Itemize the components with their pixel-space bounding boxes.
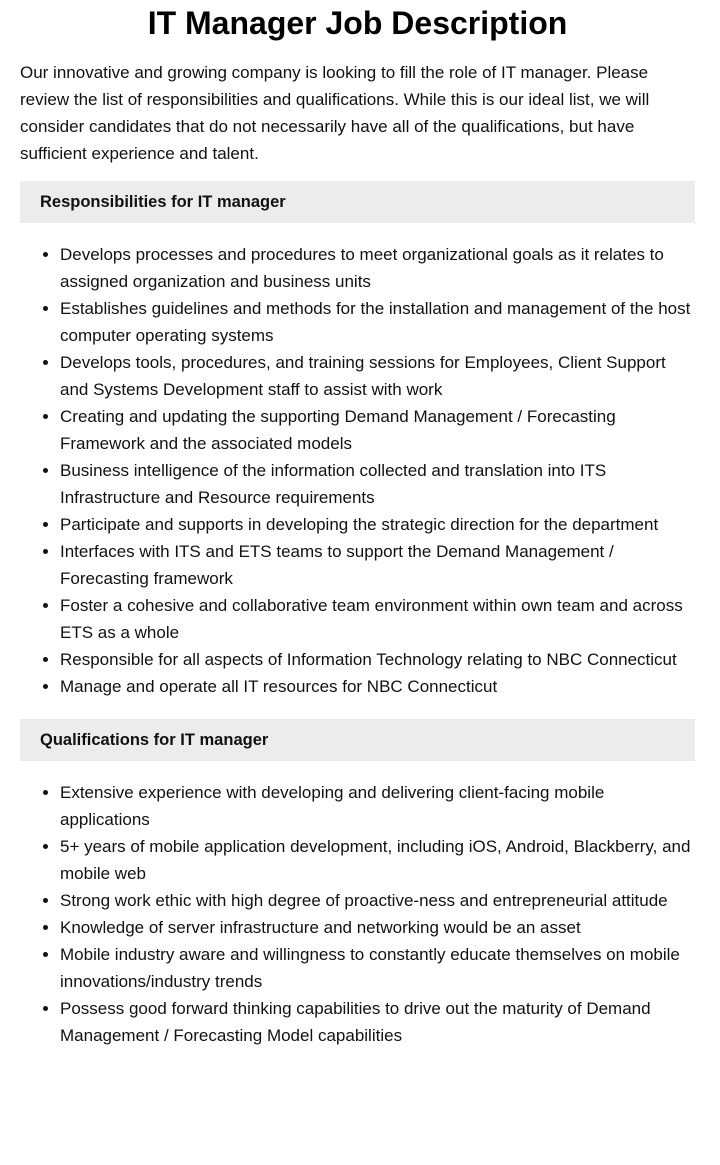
list-item: • Extensive experience with developing and delivering client-facing mobile applications [60, 779, 695, 833]
page-title: IT Manager Job Description [147, 5, 568, 41]
list-item: • Foster a cohesive and collaborative team environment within own team and across ETS as a whole [60, 592, 695, 646]
responsibilities-list [20, 241, 695, 700]
list-item: • Possess good forward thinking capabilities to drive out the maturity of Demand Management / Forecasting Model capabilities [60, 995, 695, 1049]
list-item: • Develops tools, procedures, and training sessions for Employees, Client Support and Systems Development staff to assist with work [60, 349, 695, 403]
list-item: • Interfaces with ITS and ETS teams to support the Demand Management / Forecasting framework [60, 538, 695, 592]
list-item: • 5+ years of mobile application development, including iOS, Android, Blackberry, and mobile web [60, 833, 695, 887]
list-item: • Knowledge of server infrastructure and networking would be an asset [60, 914, 695, 941]
intro-paragraph: Our innovative and growing company is looking to fill the role of IT manager. Please review the list of responsibilities and qualifications. While this is our ideal list, we will consider candidates that do not necessarily have all of the qualifications, but have sufficient experience and talent. [20, 63, 650, 163]
list-item: • Participate and supports in developing the strategic direction for the department [60, 511, 695, 538]
list-item: • Develops processes and procedures to meet organizational goals as it relates to assigned organization and business units [60, 241, 695, 295]
qualifications-heading: Qualifications for IT manager [20, 719, 695, 761]
list-item: • Mobile industry aware and willingness to constantly educate themselves on mobile innovations/industry trends [60, 941, 695, 995]
list-item: • Business intelligence of the information collected and translation into ITS Infrastructure and Resource requirements [60, 457, 695, 511]
list-item: • Creating and updating the supporting Demand Management / Forecasting Framework and the associated models [60, 403, 695, 457]
responsibilities-heading: Responsibilities for IT manager [20, 181, 695, 223]
qualifications-list [20, 779, 695, 1049]
list-item: • Responsible for all aspects of Information Technology relating to NBC Connecticut [60, 646, 695, 673]
list-item: • Manage and operate all IT resources for NBC Connecticut [60, 673, 695, 700]
list-item: • Strong work ethic with high degree of proactive-ness and entrepreneurial attitude [60, 887, 695, 914]
list-item: • Establishes guidelines and methods for the installation and management of the host computer operating systems [60, 295, 695, 349]
